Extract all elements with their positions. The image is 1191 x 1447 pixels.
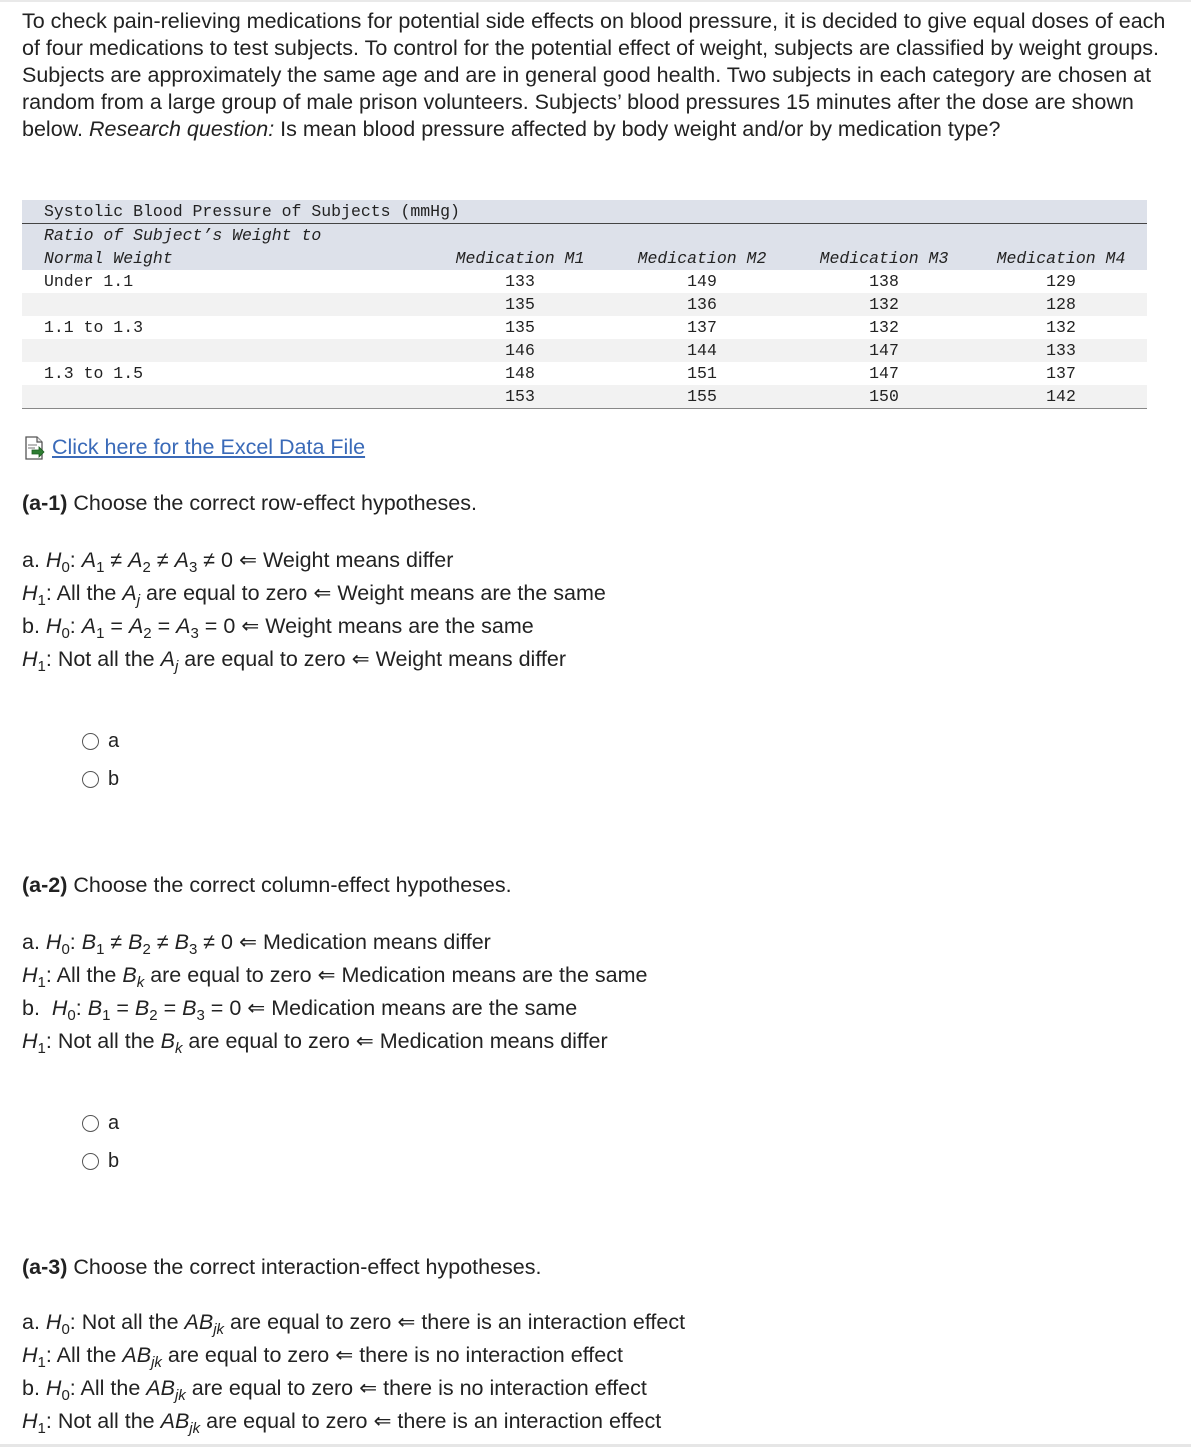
row-header: Ratio of Subject’s Weight to Normal Weight	[22, 224, 429, 271]
column-header-m2: Medication M2	[611, 224, 793, 271]
excel-data-link[interactable]	[22, 435, 365, 460]
table-title: Systolic Blood Pressure of Subjects (mmHg)	[22, 200, 1147, 224]
radio-button[interactable]	[82, 771, 99, 788]
question-a2-option-a[interactable]: a	[82, 1112, 119, 1135]
question-a1-hypotheses: a. $H_0$: $A_1 \ne A_2 \ne A_3 \ne 0$ ⇐ Weight means differ $H_1$: All the $A_j$ are equal to zero ⇐ Weight means are the same b. $H_0$: $A_1 = A_2 = A_3 = 0$ ⇐ Weight means are the same $H_1$: Not all the $A_j$ are equal to zero ⇐ Weight means differ	[22, 548, 606, 675]
intro-text-end: Is mean blood pressure affected by body weight and/or by medication type?	[274, 117, 1001, 141]
radio-button[interactable]	[82, 733, 99, 750]
question-a2-hypotheses: a. $H_0$: $B_1 \ne B_2 \ne B_3 \ne 0$ ⇐ Medication means differ $H_1$: All the $B_k$ are equal to zero ⇐ Medication means are the same b. $H_0$: $B_1 = B_2 = B_3 = 0$ ⇐ Medication means are the same $H_1$: Not all the $B_k$ are equal to zero ⇐ Medication means differ	[22, 930, 648, 1057]
excel-link-label[interactable]: Click here for the Excel Data File	[52, 435, 366, 459]
column-header-m4: Medication M4	[975, 224, 1147, 271]
question-a3-title: (a-3) Choose the correct interaction-effect hypotheses.	[22, 1255, 542, 1279]
column-header-m3: Medication M3	[793, 224, 975, 271]
question-page	[22, 8, 1172, 1437]
table-row: Under 1.1 133 149 138 129	[44, 272, 1076, 291]
radio-button[interactable]	[82, 1153, 99, 1170]
problem-statement	[22, 8, 1172, 143]
table-row: 146 144 147 133	[22, 339, 1147, 362]
table-row: 1.1 to 1.3 135 137 132 132	[44, 318, 1076, 337]
intro-text: To check pain-relieving medications for potential side effects on blood pressure, it is decided to give equal doses of each of four medications to test subjects. To control for the potential effect of weight, subjects are classified by weight groups. Subjects are approximately the same age and are in general good health. Two subjects in each category are chosen at random from a large group of male prison volunteers. Subjects’ blood pressures 15 minutes after the dose are shown below.	[22, 9, 1166, 141]
excel-file-icon	[22, 436, 46, 460]
question-a1-option-b[interactable]: b	[82, 768, 119, 791]
top-divider	[0, 0, 1191, 2]
table-row: 1.3 to 1.5 148 151 147 137	[44, 364, 1076, 383]
question-a1-title: (a-1) Choose the correct row-effect hypotheses.	[22, 491, 477, 515]
table-row: 153 155 150 142	[22, 385, 1147, 409]
research-question-label: Research question:	[88, 117, 275, 141]
radio-button[interactable]	[82, 1115, 99, 1132]
blood-pressure-table	[22, 200, 1147, 409]
question-a3-hypotheses: a. $H_0$: Not all the $AB_{jk}$ are equal to zero ⇐ there is an interaction effect $H_1$: All the $AB_{jk}$ are equal to zero ⇐ there is no interaction effect b. $H_0$: All the $AB_{jk}$ are equal to zero ⇐ there is no interaction effect $H_1$: Not all the $AB_{jk}$ are equal to zero ⇐ there is an interaction effect	[22, 1310, 686, 1437]
table-row: 135 136 132 128	[22, 293, 1147, 316]
column-header-m1: Medication M1	[429, 224, 611, 271]
question-a2-title: (a-2) Choose the correct column-effect hypotheses.	[22, 873, 512, 897]
question-a2-option-b[interactable]: b	[82, 1150, 119, 1173]
question-a1-option-a[interactable]: a	[82, 730, 119, 753]
